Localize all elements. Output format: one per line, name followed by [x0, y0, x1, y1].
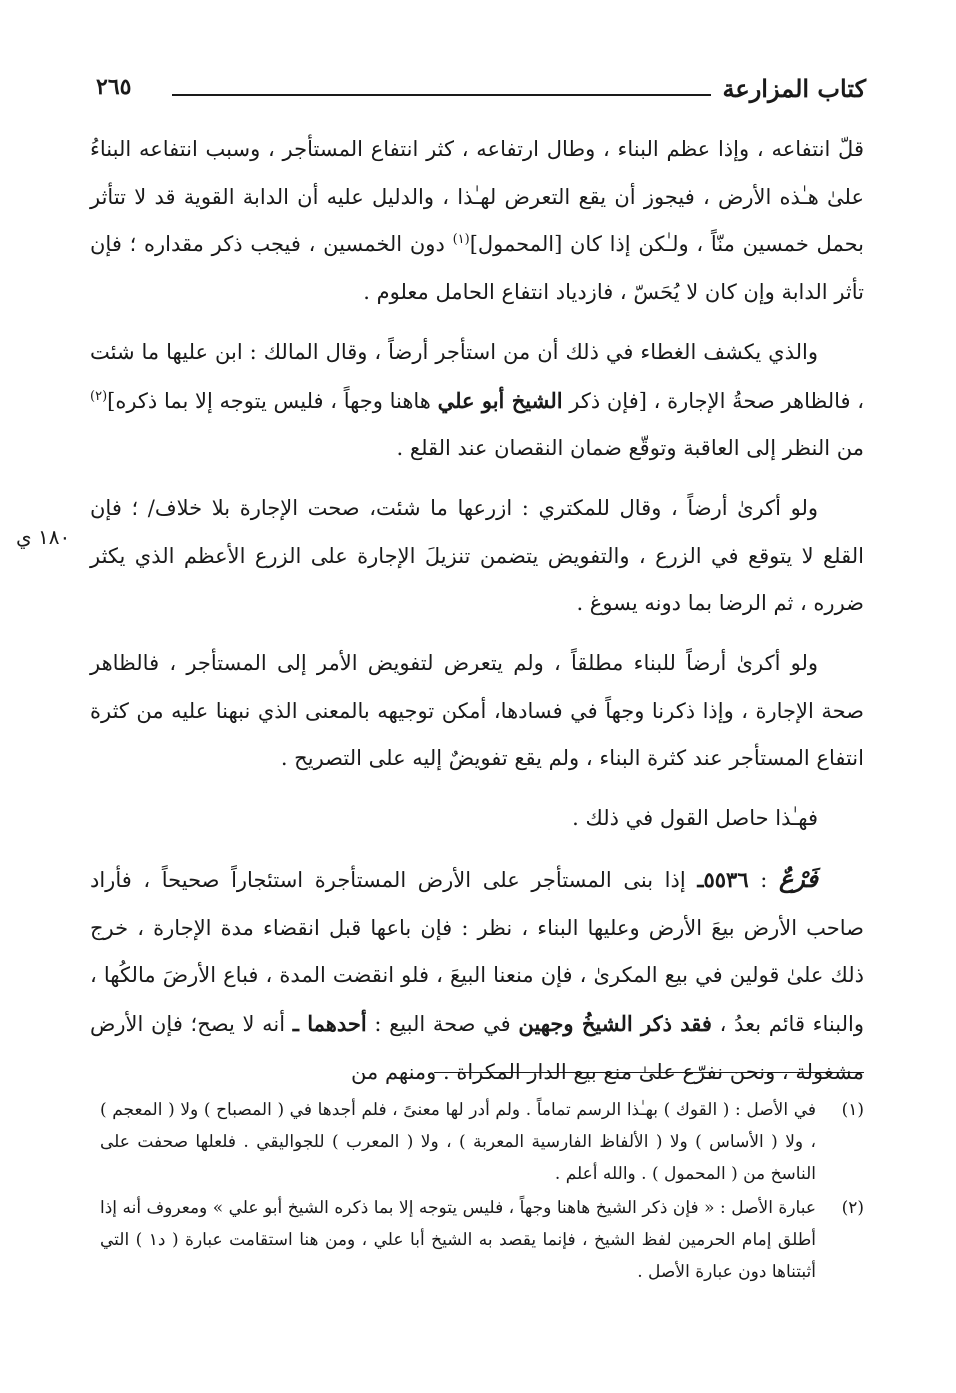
paragraph-6 [90, 855, 864, 1097]
header-rule [172, 94, 711, 96]
footnote-2-number: (٢) [841, 1198, 864, 1218]
paragraph-5: فهـٰذا حاصل القول في ذلك . [572, 806, 818, 831]
main-text [90, 126, 864, 1096]
footnote-1 [100, 1094, 864, 1190]
paragraph-2-bold-name: الشيخ أبو علي [437, 387, 563, 413]
paragraph-2-text-c: من النظر إلى العاقبة وتوقّع ضمان النقصان عند القلع . [396, 436, 864, 461]
far-label: فَرْعٌ [778, 863, 818, 893]
paragraph-4: ولو أكرىٰ أرضاً للبناء مطلقاً ، ولم يتعرض لتفويض الأمر إلى المستأجر ، فالظاهر صحة الإجارة ، وإذا ذكرنا وجهاً في فسادها، أمكن توجيهه بالمعنى الذي نبهنا عليه من كثرة انتفاع المستأجر عند كثرة البناء ، ولم يقع تفويضٌ إليه على التصريح . [90, 651, 864, 771]
footnote-2-text: عبارة الأصل : « فإن ذكر الشيخ هاهنا وجهاً ، فليس يتوجه إلا بما ذكره الشيخ أبو علي » ومعروف أنه إذا أطلق إمام الحرمين لفظ الشيخ ، فإنما يقصد به الشيخ أبا علي ، ومن هنا استقامت عبارة ( د١ ) التي أثبتناها دون عبارة الأصل . [100, 1198, 816, 1282]
paragraph-3: ولو أكرىٰ أرضاً ، وقال للمكتري : ازرعها ما شئت، صحت الإجارة بلا خلاف/ ؛ فإن القلع لا يتوقع في الزرع ، والتفويض يتضمن تنزيلَ الإجارة على الزرع الأعظم الذي يكثر ضرره ، ثم الرضا بما دونه يسوغ . [90, 495, 864, 616]
paragraph-6-bold-2: أحدهما ـ [292, 1010, 367, 1036]
paragraph-1 [90, 126, 864, 317]
margin-manuscript-reference: ١٨٠ ي [16, 525, 71, 549]
footnote-1-number: (١) [841, 1100, 864, 1120]
footnote-ref-2: (٢) [90, 388, 108, 404]
paragraph-2 [90, 329, 864, 473]
paragraph-1-text: قلّ انتفاعه ، وإذا عظم البناء ، وطال ارتفاعه ، كثر انتفاع المستأجر ، وسبب انتفاعه البناءُ علىٰ هـٰذه الأرض ، فيجوز أن يقع التعرض لهـٰذا ، والدليل عليه أن الدابة القوية قد لا تتأثر بحمل خمسين منّاً ، ولـٰكن إذا كان [المحمول] [90, 137, 864, 257]
issue-number: ٥٥٣٦ـ [697, 866, 749, 892]
paragraph-6-bold-1: فقد ذكر الشيخُ وجهين [518, 1010, 712, 1036]
footnotes [100, 1094, 864, 1290]
paragraph-2-text-b: هاهنا وجهاً ، فليس يتوجه إلا بما ذكره] [107, 388, 438, 413]
footnote-1-text: في الأصل : ( القوك ) بهـٰذا الرسم تماماً . ولم أدر لها معنىً ، فلم أجدها في ( المصباح ) ولا ( المعجم ) ، ولا ( الأساس ) ولا ( الألفاظ الفارسية المعربة ) ، ولا ( المعرب ) للجواليقي . فلعلها صحفت على الناسخ من ( المحمول ) . والله أعلم . [100, 1100, 816, 1184]
paragraph-6-text-a: إذا بنى المستأجر على الأرض المستأجرة استئجاراً صحيحاً ، فأراد صاحب الأرض بيعَ الأرض وعليها البناء ، نظر : فإن باعها قبل انقضاء مدة الإجارة ، خرج ذلك علىٰ قولين في بيع المكرىٰ ، فإن منعنا البيعَ ، فلو انقضت المدة ، فباع الأرضَ مالكُها ، والبناء قائم بعدُ ، [90, 867, 864, 1036]
page-header [92, 72, 866, 108]
paragraph-6-text-c: أنه لا يصح؛ فإن الأرض مشغولة ، ونحن نفرّع علىٰ منع بيع الدار المكراة . ومنهم من [90, 1011, 864, 1084]
paragraph-1-tail: دون الخمسين ، فيجب ذكر مقداره ؛ فإن تأثر الدابة وإن كان لا يُحَسّ ، فازدياد انتفاع الحامل معلوم . [90, 232, 864, 305]
footnote-2 [100, 1192, 864, 1288]
footnote-separator [434, 1072, 864, 1073]
footnote-ref-1: (١) [452, 232, 470, 248]
chapter-title: كتاب المزارعة [722, 74, 866, 103]
paragraph-2-text-a: والذي يكشف الغطاء في ذلك أن من استأجر أرضاً ، وقال المالك : ابن عليها ما شئت ، فالظاهر صحةُ الإجارة ، [فإن ذكر [90, 339, 864, 413]
page-number: ٢٦٥ [96, 74, 132, 100]
paragraph-6-text-b: في صحة البيع : [366, 1011, 519, 1036]
far-colon: : [748, 867, 779, 892]
